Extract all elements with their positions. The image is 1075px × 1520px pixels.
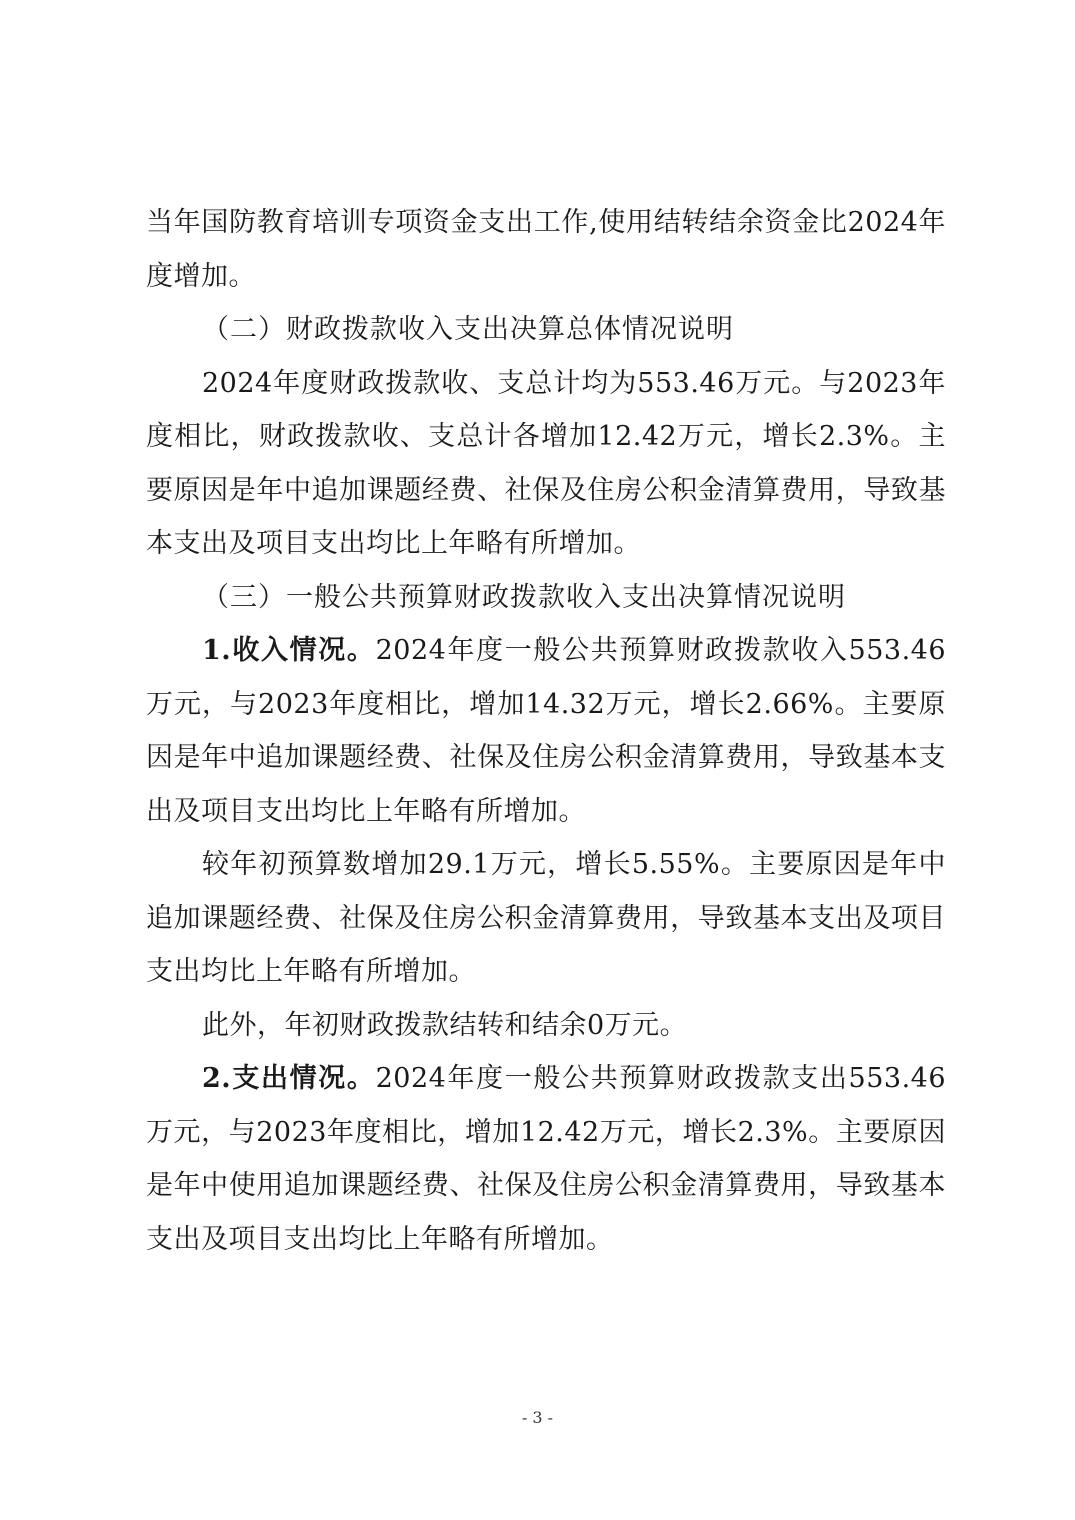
document-body [146, 196, 946, 1266]
paragraph-text: 2024年度一般公共预算财政拨款支出553.46万元，与2023年度相比，增加12.42万元，增长2.3%。主要原因是年中使用追加课题经费、社保及住房公积金清算费用，导致基本支出及项目支出均比上年略有所增加。 [146, 1063, 947, 1255]
paragraph-income [146, 624, 946, 838]
heading-text: （二）财政拨款收入支出决算总体情况说明 [202, 314, 734, 345]
section-heading-3 [146, 571, 946, 625]
paragraph-text: 2024年度一般公共预算财政拨款收入553.46万元，与2023年度相比，增加14.32万元，增长2.66%。主要原因是年中追加课题经费、社保及住房公积金清算费用，导致基本支出及项目支出均比上年略有所增加。 [146, 635, 947, 827]
paragraph-lead: 1.收入情况。 [202, 635, 376, 666]
paragraph-lead: 2.支出情况。 [202, 1063, 376, 1094]
paragraph-budget-compare [146, 838, 946, 999]
paragraph-carryover [146, 999, 946, 1053]
section-heading-2 [146, 303, 946, 357]
heading-text: （三）一般公共预算财政拨款收入支出决算情况说明 [202, 581, 846, 613]
paragraph-continuation [146, 196, 946, 303]
paragraph-fiscal-overview [146, 357, 946, 571]
paragraph-text: 2024年度财政拨款收、支总计均为553.46万元。与2023年度相比，财政拨款收、支总计各增加12.42万元，增长2.3%。主要原因是年中追加课题经费、社保及住房公积金清算费用，导致基本支出及项目支出均比上年略有所增加。 [146, 367, 946, 559]
paragraph-text: 当年国防教育培训专项资金支出工作,使用结转结余资金比2024年度增加。 [146, 207, 946, 292]
paragraph-text: 较年初预算数增加29.1万元，增长5.55%。主要原因是年中追加课题经费、社保及住房公积金清算费用，导致基本支出及项目支出均比上年略有所增加。 [146, 849, 946, 987]
page-number: - 3 - [521, 1408, 554, 1427]
paragraph-text: 此外，年初财政拨款结转和结余0万元。 [202, 1009, 688, 1041]
paragraph-expenditure [146, 1052, 946, 1266]
